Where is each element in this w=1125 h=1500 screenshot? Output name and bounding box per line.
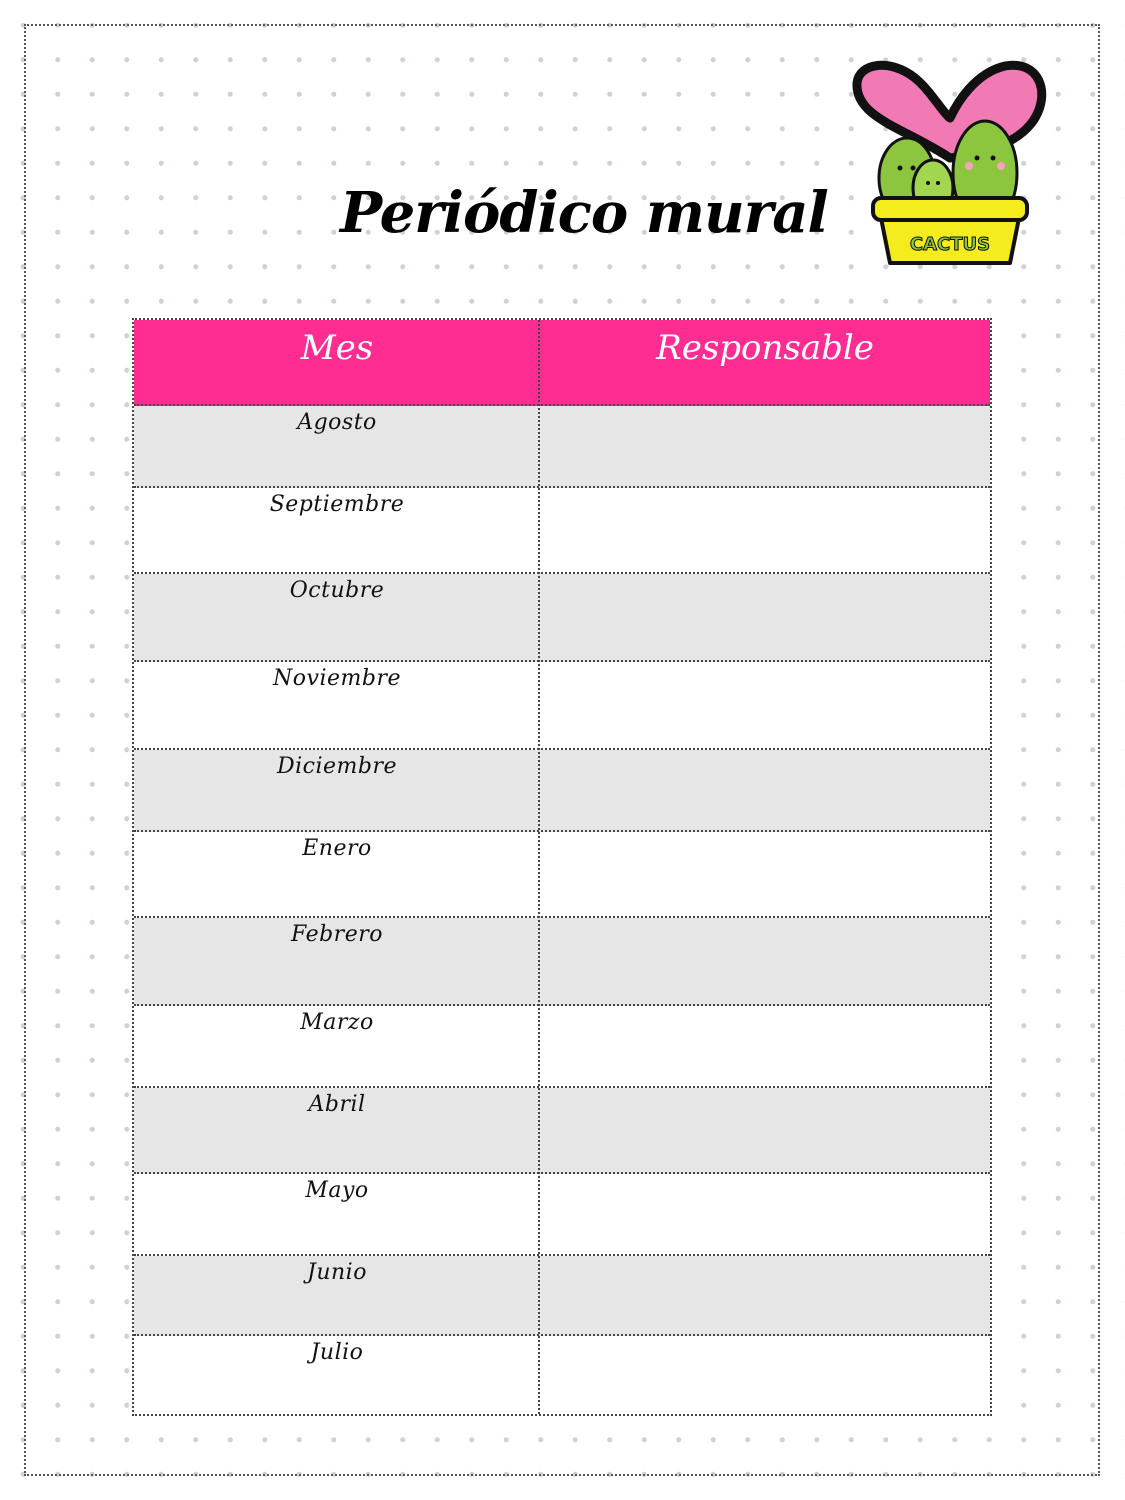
header-mes: Mes: [300, 328, 374, 368]
header-responsable: Responsable: [656, 328, 874, 368]
table-row: [134, 488, 990, 574]
responsable-cell[interactable]: [540, 750, 990, 830]
table-row: [134, 918, 990, 1006]
table-row: [134, 574, 990, 662]
responsable-cell[interactable]: [540, 1088, 990, 1172]
responsable-cell[interactable]: [540, 918, 990, 1004]
month-cell: Julio: [310, 1340, 364, 1365]
cactus-pot-heart-icon: [845, 58, 1055, 273]
month-cell: Febrero: [291, 922, 383, 947]
table-row: [134, 1174, 990, 1256]
column-divider: [538, 320, 540, 1414]
month-cell: Marzo: [300, 1010, 374, 1035]
responsable-cell[interactable]: [540, 1336, 990, 1414]
month-cell: Septiembre: [269, 492, 405, 517]
table-row: [134, 1336, 990, 1414]
responsable-cell[interactable]: [540, 1174, 990, 1254]
table-row: [134, 1088, 990, 1174]
month-cell: Octubre: [289, 578, 385, 603]
month-cell: Agosto: [297, 410, 377, 435]
table-header: [134, 320, 990, 406]
table-row: [134, 662, 990, 750]
month-cell: Mayo: [305, 1178, 369, 1203]
table-row: [134, 1256, 990, 1336]
table-row: [134, 406, 990, 488]
responsable-cell[interactable]: [540, 1256, 990, 1334]
responsable-cell[interactable]: [540, 406, 990, 486]
month-cell: Abril: [308, 1092, 366, 1117]
month-cell: Junio: [307, 1260, 367, 1285]
responsable-cell[interactable]: [540, 574, 990, 660]
month-cell: Enero: [302, 836, 372, 861]
responsable-cell[interactable]: [540, 488, 990, 572]
month-cell: Noviembre: [273, 666, 401, 691]
responsable-cell[interactable]: [540, 832, 990, 916]
schedule-table: [132, 318, 992, 1416]
table-row: [134, 1006, 990, 1088]
table-row: [134, 832, 990, 918]
table-row: [134, 750, 990, 832]
responsable-cell[interactable]: [540, 662, 990, 748]
responsable-cell[interactable]: [540, 1006, 990, 1086]
page-title: Periódico mural: [340, 180, 828, 246]
month-cell: Diciembre: [276, 754, 398, 779]
logo-label: CACTUS: [909, 234, 991, 255]
